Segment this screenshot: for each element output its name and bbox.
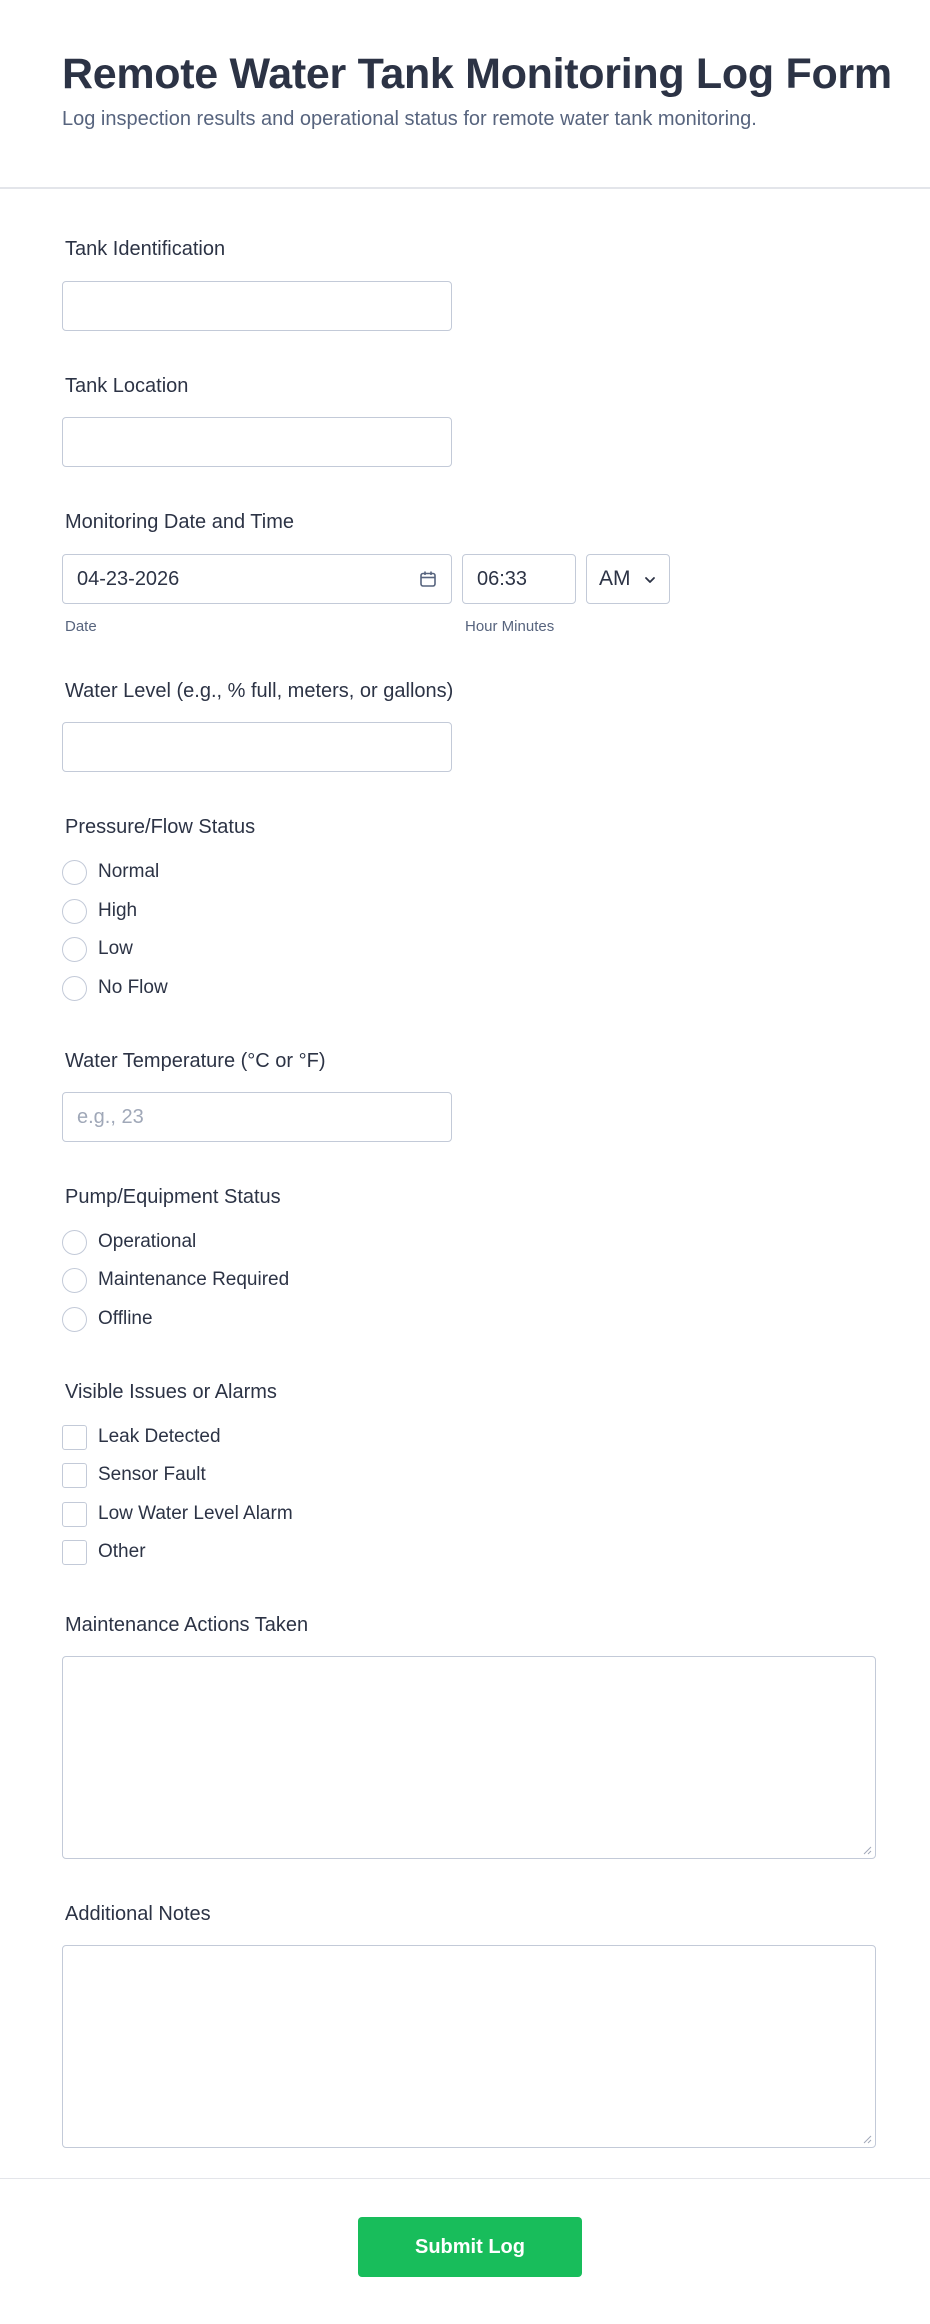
option-label: Offline [98,1308,153,1329]
datetime-label: Monitoring Date and Time [65,511,295,533]
date-input[interactable] [62,554,452,604]
tank-id-label: Tank Identification [65,238,226,260]
issue-option-low-water-level-alarm[interactable] [62,1501,293,1527]
radio-button[interactable] [62,937,87,962]
radio-button[interactable] [62,1230,87,1255]
pressure-option-no-flow[interactable] [62,975,168,1001]
maintenance-label: Maintenance Actions Taken [65,1614,309,1636]
water-temperature-input[interactable] [62,1092,452,1142]
date-value: 04-23-2026 [77,567,180,590]
pump-option-offline[interactable] [62,1306,153,1332]
form-header [0,0,930,189]
footer-divider [0,2178,930,2179]
checkbox[interactable] [62,1463,87,1488]
ampm-value: AM [599,567,631,590]
option-label: Normal [98,861,160,882]
checkbox[interactable] [62,1425,87,1450]
option-label: Leak Detected [98,1426,221,1447]
notes-textarea[interactable] [62,1945,876,2148]
tank-id-input[interactable] [62,281,452,331]
water-level-input[interactable] [62,722,452,772]
radio-button[interactable] [62,1268,87,1293]
option-label: Operational [98,1231,197,1252]
page-title: Remote Water Tank Monitoring Log Form [62,50,892,98]
notes-label: Additional Notes [65,1903,211,1925]
tank-location-input[interactable] [62,417,452,467]
option-label: No Flow [98,977,168,998]
radio-button[interactable] [62,860,87,885]
time-sublabel: Hour Minutes [465,618,555,635]
radio-button[interactable] [62,1307,87,1332]
resize-grip-icon[interactable] [862,2134,872,2144]
tank-location-label: Tank Location [65,375,189,397]
pressure-option-low[interactable] [62,936,133,962]
pump-option-maintenance-required[interactable] [62,1267,289,1293]
option-label: Other [98,1541,146,1562]
checkbox[interactable] [62,1502,87,1527]
option-label: Low [98,938,133,959]
ampm-select[interactable] [586,554,670,604]
pressure-option-normal[interactable] [62,859,159,885]
maintenance-textarea[interactable] [62,1656,876,1859]
submit-button[interactable]: Submit Log [358,2217,582,2277]
water-temperature-label: Water Temperature (°C or °F) [65,1050,326,1072]
pressure-flow-label: Pressure/Flow Status [65,816,256,838]
pump-status-label: Pump/Equipment Status [65,1186,281,1208]
water-temperature-placeholder: e.g., 23 [77,1105,144,1128]
water-level-label: Water Level (e.g., % full, meters, or gallons) [65,680,454,702]
resize-grip-icon[interactable] [862,1845,872,1855]
checkbox[interactable] [62,1540,87,1565]
radio-button[interactable] [62,976,87,1001]
calendar-icon[interactable] [419,570,437,588]
radio-button[interactable] [62,899,87,924]
pressure-option-high[interactable] [62,898,137,924]
date-sublabel: Date [65,618,97,635]
pump-option-operational[interactable] [62,1229,196,1255]
issues-label: Visible Issues or Alarms [65,1381,277,1403]
option-label: High [98,900,138,921]
time-input[interactable]: 06:33 [462,554,576,604]
chevron-down-icon [643,573,657,587]
issue-option-sensor-fault[interactable] [62,1462,206,1488]
option-label: Maintenance Required [98,1269,290,1290]
issue-option-other[interactable] [62,1539,146,1565]
option-label: Low Water Level Alarm [98,1503,293,1524]
issue-option-leak-detected[interactable] [62,1424,221,1450]
page-subtitle: Log inspection results and operational status for remote water tank monitoring. [62,108,757,130]
option-label: Sensor Fault [98,1464,206,1485]
